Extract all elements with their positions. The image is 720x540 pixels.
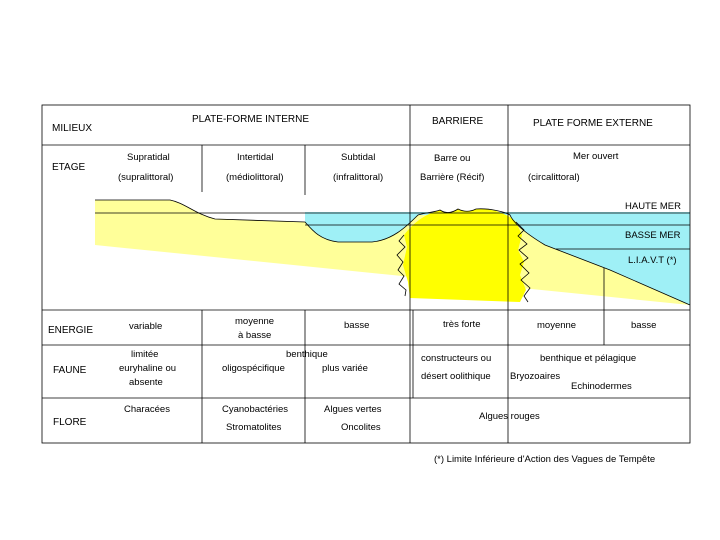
- flore-stromatolites: Stromatolites: [226, 422, 282, 433]
- energie-variable: variable: [129, 321, 163, 332]
- header-milieux: MILIEUX: [52, 123, 93, 134]
- etage-supralittoral: (supralittoral): [118, 172, 174, 183]
- etage-supratidal: Supratidal: [127, 152, 170, 163]
- energie-moyenne-line2: à basse: [238, 330, 272, 341]
- faune-desert-oolithique: désert oolithique: [421, 371, 491, 382]
- energie-tres-forte: très forte: [443, 319, 481, 330]
- reef-barrier: [403, 209, 526, 302]
- energie-basse: basse: [344, 320, 370, 331]
- label-basse-mer: BASSE MER: [625, 230, 681, 241]
- row-label-flore: FLORE: [53, 417, 87, 428]
- profile-illustration: [95, 200, 690, 305]
- flore-cyanobacteries: Cyanobactéries: [222, 404, 289, 415]
- row-label-energie: ENERGIE: [48, 325, 94, 336]
- faune-oligospecifique: oligospécifique: [222, 363, 285, 374]
- footnote: (*) Limite Inférieure d'Action des Vagues de Tempête: [434, 454, 656, 465]
- faune-constructeurs: constructeurs ou: [421, 353, 492, 364]
- label-haute-mer: HAUTE MER: [625, 201, 681, 212]
- faune-echinodermes: Echinodermes: [571, 381, 632, 392]
- header-plate-forme-interne: PLATE-FORME INTERNE: [192, 114, 310, 125]
- etage-circalittoral: (circalittoral): [528, 172, 580, 183]
- flore-algues-vertes: Algues vertes: [324, 404, 382, 415]
- faune-benthique-pelagique: benthique et pélagique: [540, 353, 637, 364]
- header-barriere: BARRIERE: [432, 116, 484, 127]
- faune-plus-variee: plus variée: [322, 363, 368, 374]
- faune-euryhaline: euryhaline ou: [119, 363, 177, 374]
- energie-basse-externe: basse: [631, 320, 657, 331]
- faune-bryozoaires: Bryozoaires: [510, 371, 561, 382]
- etage-intertidal: Intertidal: [237, 152, 274, 163]
- faune-limitee: limitée: [131, 349, 159, 360]
- faune-benthique: benthique: [286, 349, 328, 360]
- etage-barriere-recif: Barrière (Récif): [420, 172, 485, 183]
- row-label-faune: FAUNE: [53, 365, 87, 376]
- etage-barre-ou: Barre ou: [434, 153, 471, 164]
- flore-characees: Characées: [124, 404, 170, 415]
- flore-oncolites: Oncolites: [341, 422, 381, 433]
- faune-absente: absente: [129, 377, 163, 388]
- label-liavt: L.I.A.V.T (*): [628, 255, 677, 266]
- row-label-etage: ETAGE: [52, 162, 86, 173]
- etage-mediolittoral: (médiolittoral): [226, 172, 284, 183]
- etage-subtidal: Subtidal: [341, 152, 376, 163]
- etage-infralittoral: (infralittoral): [333, 172, 384, 183]
- header-plate-forme-externe: PLATE FORME EXTERNE: [533, 118, 653, 129]
- etage-mer-ouvert: Mer ouvert: [573, 151, 619, 162]
- energie-moyenne-line1: moyenne: [235, 316, 275, 327]
- flore-algues-rouges: Algues rouges: [479, 411, 540, 422]
- energie-moyenne: moyenne: [537, 320, 577, 331]
